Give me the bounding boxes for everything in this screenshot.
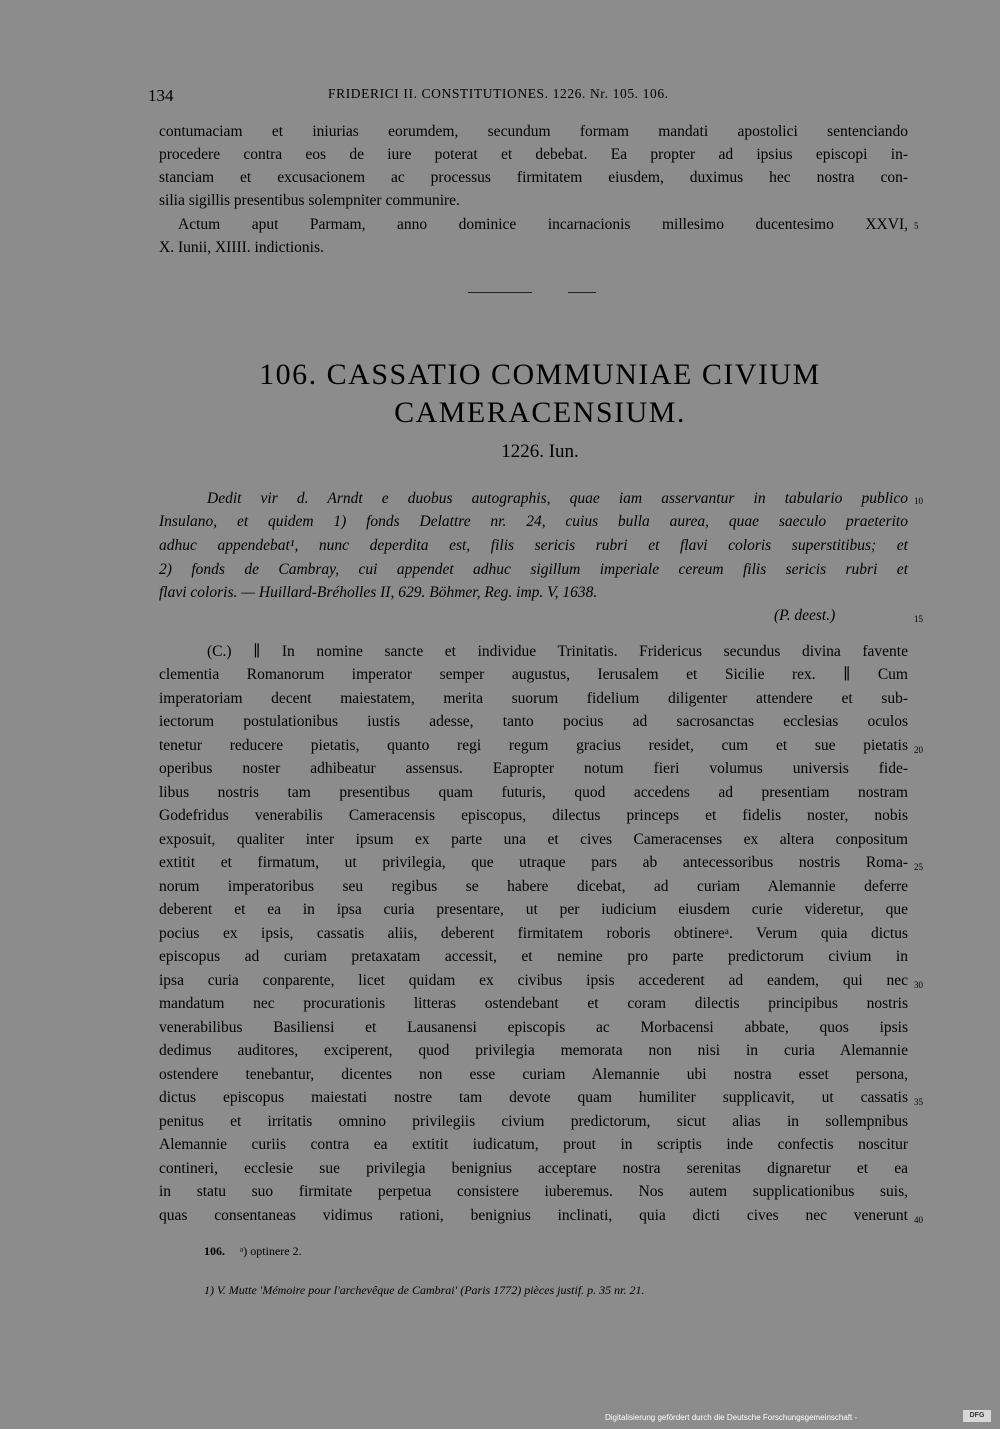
sign-note: (P. deest.) bbox=[774, 607, 836, 624]
text-line: venerabilibus Basiliensi et Lausanensi episcopis ac Morbacensi abbate, quos ipsis bbox=[159, 1019, 908, 1036]
text-line: extitit et firmatum, ut privilegia, que utraque pars ab antecessoribus nostris Roma- bbox=[159, 854, 908, 871]
text-line: tenetur reducere pietatis, quanto regi regum gracius residet, cum et sue pietatis bbox=[159, 737, 908, 754]
separator-rule bbox=[568, 292, 596, 293]
text-line: stanciam et excusacionem ac processus firmitatem eiusdem, duximus hec nostra con- bbox=[159, 169, 908, 186]
text-line: pocius ex ipsis, cassatis aliis, deberent firmitatem roboris obtinereᵃ. Verum quia dictus bbox=[159, 925, 908, 942]
text-line: contineri, ecclesie sue privilegia benignius acceptare nostra serenitas dignaretur et ea bbox=[159, 1160, 908, 1177]
text-line: silia sigillis presentibus solempniter communire. bbox=[159, 192, 460, 209]
variant-note-number: 106. bbox=[204, 1244, 225, 1258]
separator-rule bbox=[468, 292, 532, 293]
running-title: FRIDERICI II. CONSTITUTIONES. 1226. Nr. 105. 106. bbox=[328, 86, 669, 101]
text-line: mandatum nec procurationis litteras ostendebant et coram dilectis principibus nostris bbox=[159, 995, 908, 1012]
text-line: operibus noster adhibeatur assensus. Eapropter notum fieri volumus universis fide- bbox=[159, 760, 908, 777]
text-line: penitus et irritatis omnino privilegiis civium predictorum, sicut alias in sollempnibus bbox=[159, 1113, 908, 1130]
intro-line: flavi coloris. — Huillard-Bréholles II, 629. Böhmer, Reg. imp. V, 1638. bbox=[159, 584, 598, 601]
digitization-credit: Digitalisierung gefördert durch die Deutsche Forschungsgemeinschaft - bbox=[605, 1413, 858, 1422]
text-line: contumaciam et iniurias eorumdem, secundum formam mandati apostolici sentenciando bbox=[159, 123, 908, 140]
line-number: 15 bbox=[914, 614, 923, 624]
text-line: ostendere tenebantur, dicentes non esse curiam Alemannie ubi nostra esset persona, bbox=[159, 1066, 908, 1083]
text-line: Alemannie curiis contra ea extitit iudicatum, prout in scriptis inde confectis noscitur bbox=[159, 1136, 908, 1153]
text-line: deberent et ea in ipsa curia presentare, ut per iudicium eiusdem curie videretur, que bbox=[159, 901, 908, 918]
text-line: Godefridus venerabilis Cameracensis episcopus, dilectus princeps et fidelis noster, nobis bbox=[159, 807, 908, 824]
text-line: Actum aput Parmam, anno dominice incarnacionis millesimo ducentesimo XXVI, bbox=[178, 216, 908, 233]
intro-line: Insulano, et quidem 1) fonds Delattre nr. 24, cuius bulla aurea, quae saeculo praeterito bbox=[159, 513, 908, 530]
text-line: in statu suo firmitate perpetua consistere iuberemus. Nos autem supplicationibus suis, bbox=[159, 1183, 908, 1200]
text-line: quas consentaneas vidimus rationi, benignius inclinati, quia dicti cives nec venerunt bbox=[159, 1207, 908, 1224]
dfg-logo: DFG bbox=[963, 1410, 991, 1422]
text-line: ipsa curia conparente, licet quidam ex civibus ipsis accederent ad eandem, qui nec bbox=[159, 972, 908, 989]
text-line: (C.) ∥ In nomine sancte et individue Trinitatis. Fridericus secundus divina favente bbox=[207, 643, 908, 660]
line-number: 25 bbox=[914, 862, 923, 872]
text-line: norum imperatoribus seu regibus se habere dicebat, ad curiam Alemannie deferre bbox=[159, 878, 908, 895]
line-number: 35 bbox=[914, 1097, 923, 1107]
line-number: 30 bbox=[914, 980, 923, 990]
variant-note: ᵃ) optinere 2. bbox=[240, 1244, 302, 1258]
footnote: 1) V. Mutte 'Mémoire pour l'archevêque de Cambrai' (Paris 1772) pièces justif. p. 35 nr. 21. bbox=[204, 1283, 645, 1297]
line-number: 10 bbox=[914, 496, 923, 506]
document-title: 106. CASSATIO COMMUNIAE CIVIUM bbox=[259, 358, 821, 391]
text-line: episcopus ad curiam pretaxatam accessit, et nemine pro parte predictorum civium in bbox=[159, 948, 908, 965]
intro-line: 2) fonds de Cambray, cui appendet adhuc sigillum imperiale cereum filis sericis rubri et bbox=[159, 561, 908, 578]
line-number: 5 bbox=[914, 221, 919, 231]
text-line: iectorum postulationibus iustis adesse, tanto pocius ad sacrosanctas ecclesias oculos bbox=[159, 713, 908, 730]
line-number: 40 bbox=[914, 1215, 923, 1225]
page-number: 134 bbox=[148, 86, 174, 105]
intro-line: adhuc appendebat¹, nunc deperdita est, filis sericis rubri et flavi coloris superstitibus; et bbox=[159, 537, 908, 554]
text-line: exposuit, qualiter inter ipsum ex parte una et cives Cameracenses ex altera conpositum bbox=[159, 831, 908, 848]
intro-line: Dedit vir d. Arndt e duobus autographis, quae iam asservantur in tabulario publico bbox=[207, 490, 908, 507]
line-number: 20 bbox=[914, 745, 923, 755]
document-date: 1226. Iun. bbox=[501, 441, 579, 462]
text-line: dictus episcopus maiestati nostre tam devote quam humiliter supplicavit, ut cassatis bbox=[159, 1089, 908, 1106]
text-line: X. Iunii, XIIII. indictionis. bbox=[159, 239, 324, 256]
text-line: clementia Romanorum imperator semper augustus, Ierusalem et Sicilie rex. ∥ Cum bbox=[159, 666, 908, 683]
text-line: libus nostris tam presentibus quam futuris, quod accedens ad presentiam nostram bbox=[159, 784, 908, 801]
document-title-continued: CAMERACENSIUM. bbox=[394, 396, 686, 429]
text-line: dedimus auditores, exciperent, quod privilegia memorata non nisi in curia Alemannie bbox=[159, 1042, 908, 1059]
text-line: imperatoriam decent maiestatem, merita suorum fidelium diligenter attendere et sub- bbox=[159, 690, 908, 707]
text-line: procedere contra eos de iure poterat et debebat. Ea propter ad ipsius episcopi in- bbox=[159, 146, 908, 163]
